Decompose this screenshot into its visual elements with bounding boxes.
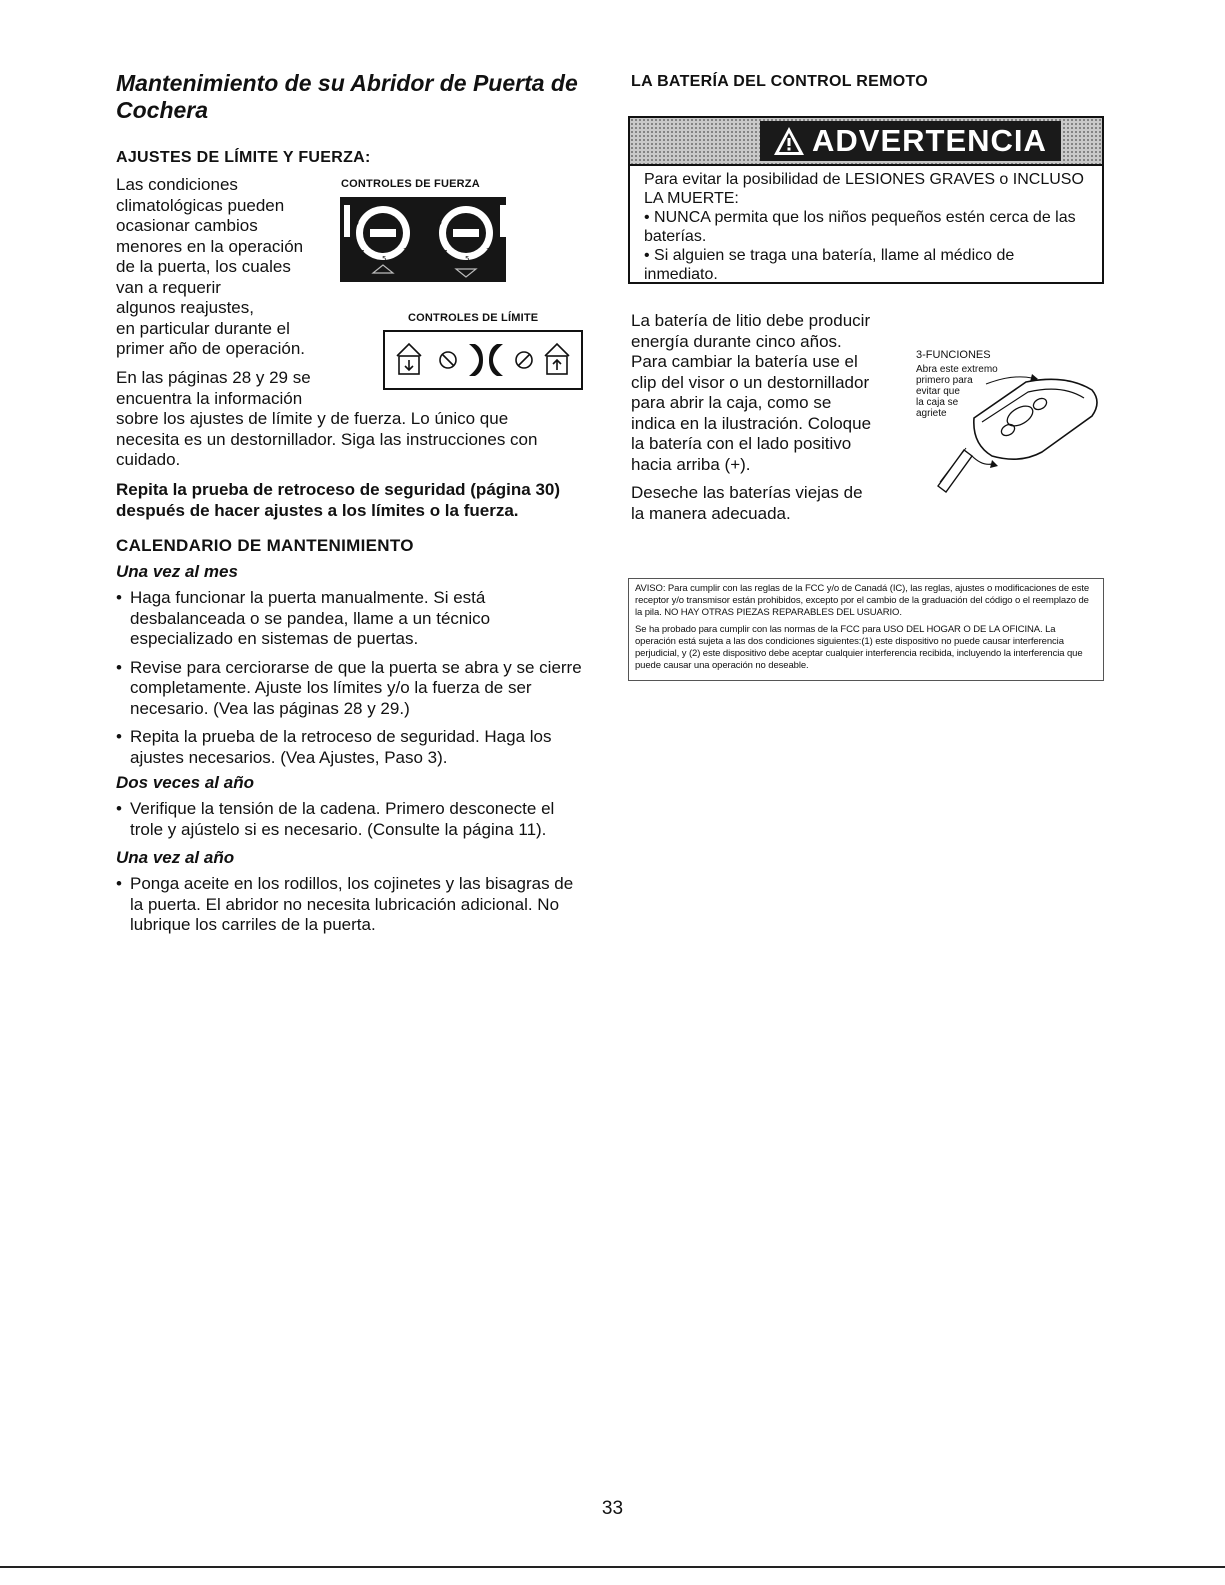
remote-note-line: primero para <box>916 375 973 386</box>
info-line: En las páginas 28 y 29 se <box>116 368 311 387</box>
remote-control-icon <box>916 350 1106 500</box>
intro-line: van a requerir <box>116 277 221 297</box>
fcc-paragraph: Se ha probado para cumplir con las normas de la FCC para USO DEL HOGAR O DE LA OFICINA. La operación está sujeta a las dos condiciones siguientes:(1) este dispositivo no puede causar interferencia perjudicial, y (2) este dispositivo debe aceptar cualquier interferencia recibida, incluyendo la interferencia que puede causar una operación no deseable. <box>635 624 1083 671</box>
battery-line: energía durante cinco años. <box>631 331 842 351</box>
fcc-notice <box>628 578 1104 681</box>
battery-heading: LA BATERÍA DEL CONTROL REMOTO <box>631 73 928 90</box>
battery-text <box>631 311 911 475</box>
intro-line: menores en la operación <box>116 236 304 256</box>
bottom-divider <box>0 1566 1225 1568</box>
limit-controls-illustration <box>383 330 583 390</box>
force-dial-icon <box>354 206 410 263</box>
page-number: 33 <box>601 1498 624 1519</box>
battery-line: la batería con el lado positivo <box>631 434 852 453</box>
list-item: • Haga funcionar la puerta manualmente. Si está desbalanceada o se pandea, llame a un técnico especializado en sistemas de puertas. <box>116 588 586 650</box>
warning-label-text: ADVERTENCIA <box>812 123 1047 158</box>
limit-screw-icon <box>440 352 456 368</box>
limits-info-lines <box>116 368 376 409</box>
warning-label <box>760 121 1061 161</box>
svg-text:5: 5 <box>382 255 387 263</box>
intro-line: ocasionar cambios <box>116 216 258 235</box>
svg-text:5: 5 <box>465 255 470 263</box>
list-item: • Repita la prueba de la retroceso de seguridad. Haga los ajustes necesarios. (Vea Ajustes, Paso 3). <box>116 727 586 768</box>
yearly-list <box>116 874 586 944</box>
intro-line: primer año de operación. <box>116 339 306 358</box>
monthly-title: Una vez al mes <box>116 562 238 581</box>
garage-door-down-icon <box>397 344 421 374</box>
dispose-line: la manera adecuada. <box>631 503 791 523</box>
yearly-title: Una vez al año <box>116 848 235 867</box>
list-item: • Ponga aceite en los rodillos, los cojinetes y las bisagras de la puerta. El abridor no necesita lubricación adicional. No lubrique los carriles de la puerta. <box>116 874 586 936</box>
svg-text:7: 7 <box>360 249 365 257</box>
remote-illustration <box>916 350 1106 500</box>
intro-line: Las condiciones <box>116 175 238 194</box>
intro-line: de la puerta, los cuales <box>116 257 291 276</box>
limit-screw-icon <box>516 352 532 368</box>
info-line: encuentra la información <box>116 388 303 408</box>
force-controls-illustration <box>340 197 506 282</box>
battery-line: para abrir la caja, como se <box>631 393 832 412</box>
warning-header <box>630 118 1102 166</box>
warning-bullet: • NUNCA permita que los niños pequeños estén cerca de las baterías. <box>644 209 1076 245</box>
warning-line: Para evitar la posibilidad de LESIONES GRAVES o INCLUSO LA MUERTE: <box>644 171 1084 207</box>
intro-line: algunos reajustes, <box>116 298 254 317</box>
monthly-list <box>116 588 586 776</box>
intro-line: en particular durante el <box>116 318 290 338</box>
list-item: • Verifique la tensión de la cadena. Primero desconecte el trole y ajústelo si es necesario. (Consulte la página 11). <box>116 799 586 840</box>
limit-controls-caption: CONTROLES DE LÍMITE <box>408 312 539 324</box>
remote-note-line: evitar que <box>916 386 960 397</box>
safety-reverse-note: Repita la prueba de retroceso de seguridad (página 30) después de hacer ajustes a los límites o la fuerza. <box>116 480 561 520</box>
warning-bullet: • Si alguien se traga una batería, llame al médico de inmediato. <box>644 247 1015 283</box>
battery-line: hacia arriba (+). <box>631 454 751 474</box>
battery-line: indica en la ilustración. Coloque <box>631 413 872 433</box>
warning-text <box>644 170 1092 284</box>
force-dial-icon <box>437 206 493 263</box>
dispose-line: Deseche las baterías viejas de <box>631 483 863 502</box>
limits-info-rest: sobre los ajustes de límite y de fuerza. Lo único que necesita es un destornillador. Siga las instrucciones con cuidado. <box>116 409 538 469</box>
twice-yearly-list <box>116 799 586 848</box>
svg-text:7: 7 <box>443 249 448 257</box>
battery-line: clip del visor o un destornillador <box>631 372 870 392</box>
list-item: • Revise para cerciorarse de que la puerta se abra y se cierre completamente. Ajuste los límites y/o la fuerza de ser necesario. (Vea las páginas 28 y 29.) <box>116 658 586 720</box>
warning-box <box>628 116 1104 284</box>
battery-line: Para cambiar la batería use el <box>631 352 858 371</box>
force-controls-caption: CONTROLES DE FUERZA <box>341 178 480 190</box>
garage-door-up-icon <box>545 344 569 374</box>
remote-note-line: agriete <box>916 408 947 419</box>
page-title: Mantenimiento de su Abridor de Puerta de Cochera <box>116 70 578 123</box>
limits-force-intro <box>116 175 336 360</box>
dispose-text <box>631 483 911 524</box>
fcc-paragraph: AVISO: Para cumplir con las reglas de la FCC y/o de Canadá (IC), las reglas, ajustes o modificaciones de este receptor y/o transmisor están prohibidos, excepto por el cambio de la graduación del código o el reemplazo de la pila. NO HAY OTRAS PIEZAS REPARABLES DEL USUARIO. <box>635 583 1090 618</box>
schedule-heading: CALENDARIO DE MANTENIMIENTO <box>116 536 414 555</box>
remote-title: 3-FUNCIONES <box>916 349 991 361</box>
warning-triangle-icon <box>772 125 806 157</box>
intro-line: climatológicas pueden <box>116 195 285 215</box>
remote-note-line: Abra este extremo <box>916 364 998 375</box>
svg-text:3: 3 <box>486 247 491 255</box>
remote-note-line: la caja se <box>916 397 959 408</box>
battery-line: La batería de litio debe producir <box>631 311 871 330</box>
svg-text:9: 9 <box>354 218 360 227</box>
svg-text:3: 3 <box>403 247 408 255</box>
svg-text:9: 9 <box>437 218 443 227</box>
twice-yearly-title: Dos veces al año <box>116 773 254 792</box>
limits-force-heading: AJUSTES DE LÍMITE Y FUERZA: <box>116 149 371 166</box>
